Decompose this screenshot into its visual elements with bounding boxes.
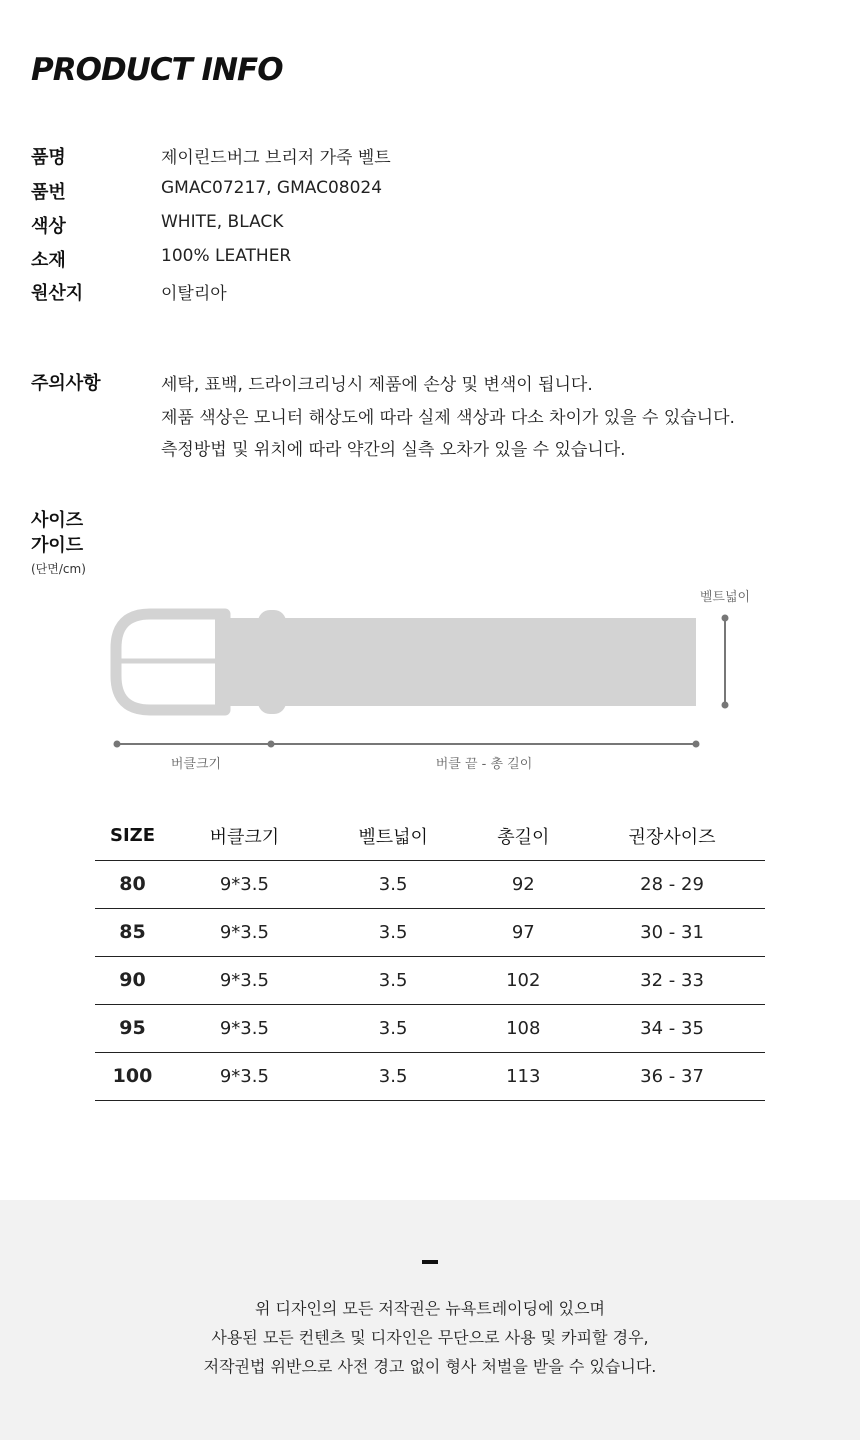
info-label: 원산지 — [31, 283, 84, 304]
belt-width-label: 벨트넓이 — [699, 590, 751, 605]
cell-size: 80 — [95, 860, 170, 908]
info-label: 품명 — [31, 147, 66, 168]
info-row-color — [31, 212, 811, 242]
header-recommended-size: 권장사이즈 — [579, 812, 765, 860]
info-row-origin — [31, 279, 811, 309]
table-header-row — [95, 812, 765, 860]
belt-diagram — [0, 580, 860, 790]
header-buckle-size: 버클크기 — [170, 812, 319, 860]
info-value: WHITE, BLACK — [161, 212, 284, 232]
header-belt-width: 벨트넓이 — [319, 812, 468, 860]
info-value: 제이린드버그 브리저 가죽 벨트 — [161, 148, 391, 168]
cell-total-length: 97 — [468, 908, 580, 956]
length-dot-start — [114, 741, 121, 748]
size-table — [95, 812, 765, 1101]
header-total-length: 총길이 — [468, 812, 580, 860]
cell-total-length: 108 — [468, 1004, 580, 1052]
table-row — [95, 1004, 765, 1052]
info-row-code — [31, 178, 811, 208]
info-value: 이탈리아 — [161, 284, 227, 304]
cell-size: 90 — [95, 956, 170, 1004]
cell-belt-width: 3.5 — [319, 1052, 468, 1100]
cell-size: 100 — [95, 1052, 170, 1100]
table-row — [95, 1052, 765, 1100]
info-row-material — [31, 246, 811, 276]
length-dot-end — [693, 741, 700, 748]
cell-recommended-size: 36 - 37 — [579, 1052, 765, 1100]
cell-total-length: 113 — [468, 1052, 580, 1100]
table-row — [95, 860, 765, 908]
copyright-footer — [0, 1200, 860, 1440]
info-label: 품번 — [31, 182, 66, 203]
cell-buckle-size: 9*3.5 — [170, 1052, 319, 1100]
caution-line: 제품 색상은 모니터 해상도에 따라 실제 색상과 다소 차이가 있을 수 있습니다. — [161, 408, 735, 428]
header-size: SIZE — [95, 812, 170, 860]
width-measure-dot-bottom — [722, 702, 729, 709]
cell-size: 95 — [95, 1004, 170, 1052]
cell-belt-width: 3.5 — [319, 956, 468, 1004]
table-row — [95, 908, 765, 956]
footer-line: 사용된 모든 컨텐츠 및 디자인은 무단으로 사용 및 카피할 경우, — [211, 1328, 649, 1347]
cell-buckle-size: 9*3.5 — [170, 1004, 319, 1052]
cell-belt-width: 3.5 — [319, 860, 468, 908]
info-value: GMAC07217, GMAC08024 — [161, 178, 383, 198]
cell-size: 85 — [95, 908, 170, 956]
cell-total-length: 102 — [468, 956, 580, 1004]
cell-recommended-size: 34 - 35 — [579, 1004, 765, 1052]
size-guide-label-2: 가이드 — [31, 535, 84, 556]
size-guide-label-1: 사이즈 — [31, 510, 84, 531]
info-row-name — [31, 143, 811, 173]
info-label: 색상 — [31, 216, 66, 237]
page-title: PRODUCT INFO — [31, 52, 283, 88]
width-measure-dot-top — [722, 615, 729, 622]
length-dot-mid — [268, 741, 275, 748]
caution-line: 측정방법 및 위치에 따라 약간의 실측 오차가 있을 수 있습니다. — [161, 440, 626, 460]
info-label: 소재 — [31, 250, 66, 271]
belt-keeper — [258, 610, 286, 714]
caution-label: 주의사항 — [31, 373, 101, 394]
size-guide-unit: (단면/cm) — [31, 562, 86, 576]
cell-belt-width: 3.5 — [319, 1004, 468, 1052]
footer-divider — [422, 1260, 438, 1264]
cell-buckle-size: 9*3.5 — [170, 908, 319, 956]
belt-strap — [215, 618, 696, 706]
footer-line: 위 디자인의 모든 저작권은 뉴욕트레이딩에 있으며 — [254, 1299, 605, 1318]
info-value: 100% LEATHER — [161, 246, 292, 266]
footer-line: 저작권법 위반으로 사전 경고 없이 형사 처벌을 받을 수 있습니다. — [203, 1357, 657, 1376]
buckle-size-label: 버클크기 — [170, 757, 222, 772]
cell-total-length: 92 — [468, 860, 580, 908]
caution-line: 세탁, 표백, 드라이크리닝시 제품에 손상 및 변색이 됩니다. — [161, 375, 593, 395]
cell-recommended-size: 28 - 29 — [579, 860, 765, 908]
cell-recommended-size: 32 - 33 — [579, 956, 765, 1004]
cell-recommended-size: 30 - 31 — [579, 908, 765, 956]
table-row — [95, 956, 765, 1004]
cell-belt-width: 3.5 — [319, 908, 468, 956]
total-length-label: 버클 끝 - 총 길이 — [435, 757, 533, 772]
cell-buckle-size: 9*3.5 — [170, 956, 319, 1004]
cell-buckle-size: 9*3.5 — [170, 860, 319, 908]
